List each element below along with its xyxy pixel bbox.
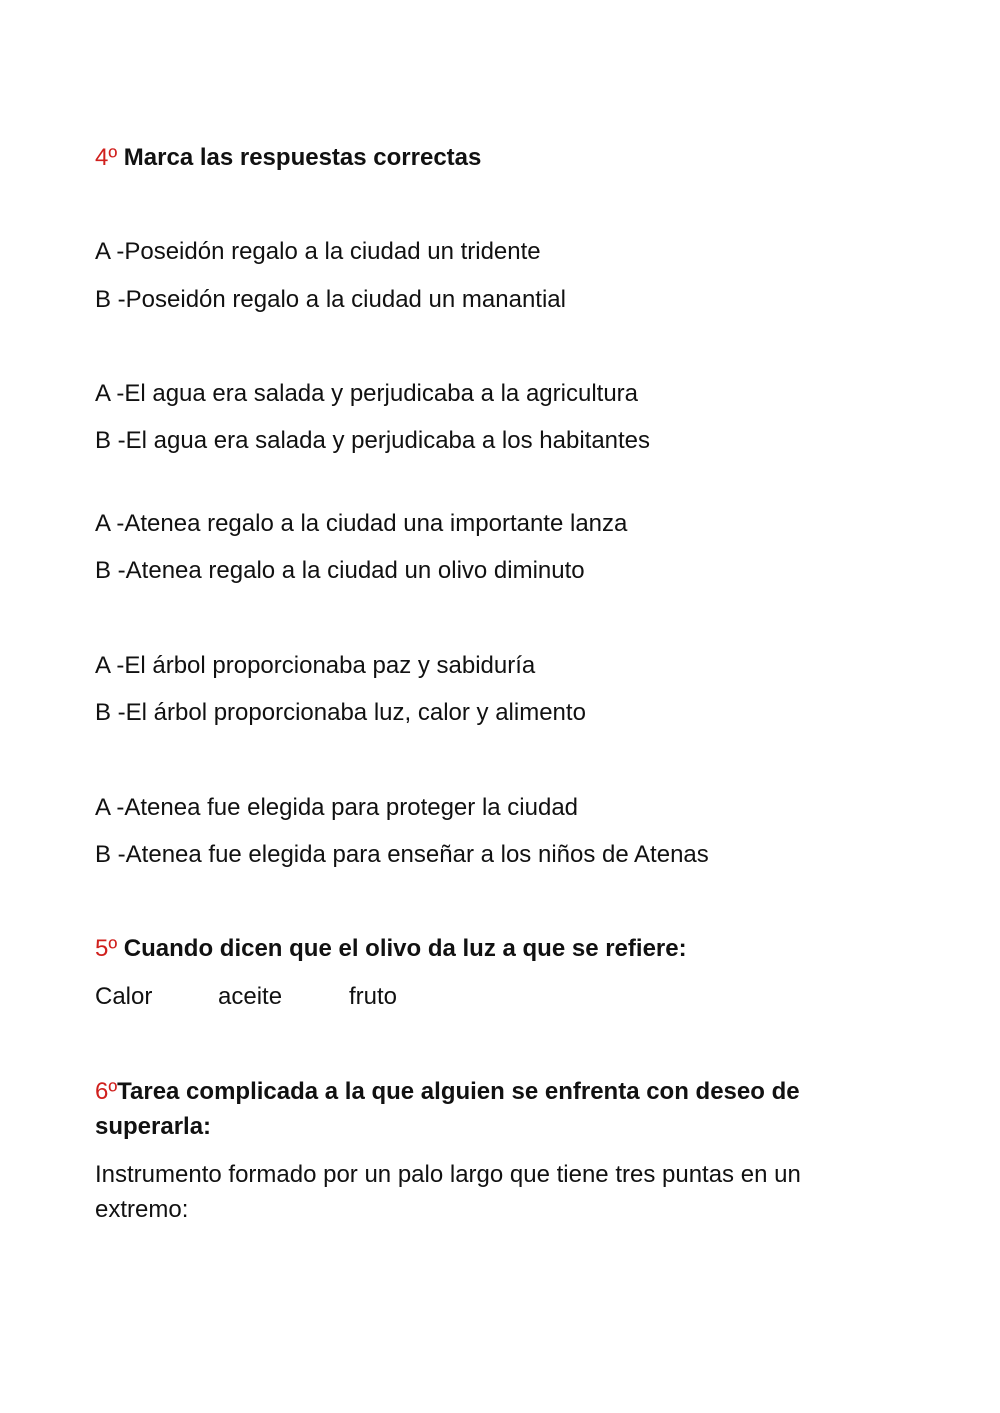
option-4b[interactable]: B -El árbol proporcionaba luz, calor y alimento [95,699,586,726]
option-5a[interactable]: A -Atenea fue elegida para proteger la ciudad [95,794,579,821]
question-6-number: 6º [95,1078,118,1105]
option-3b[interactable]: B -Atenea regalo a la ciudad un olivo diminuto [95,557,585,584]
question-5-heading [95,935,687,963]
option-4a[interactable]: A -El árbol proporcionaba paz y sabiduría [95,652,536,679]
option-2a[interactable]: A -El agua era salada y perjudicaba a la agricultura [95,380,638,407]
question-6-heading [95,1074,895,1144]
question-6-title: Tarea complicada a la que alguien se enfrenta con deseo de superarla: [95,1078,800,1140]
option-3a[interactable]: A -Atenea regalo a la ciudad una importante lanza [95,510,628,537]
choice-aceite[interactable]: aceite [218,983,283,1010]
question-4-number: 4º [95,144,118,171]
option-2b[interactable]: B -El agua era salada y perjudicaba a los habitantes [95,427,651,454]
option-5b[interactable]: B -Atenea fue elegida para enseñar a los niños de Atenas [95,841,709,868]
option-1b[interactable]: B -Poseidón regalo a la ciudad un manantial [95,286,566,313]
question-5-choices [95,983,397,1011]
choice-calor[interactable]: Calor [95,983,153,1010]
choice-fruto[interactable]: fruto [349,983,398,1010]
question-4-heading [95,144,481,172]
question-4-title: Marca las respuestas correctas [123,144,482,171]
option-1a[interactable]: A -Poseidón regalo a la ciudad un tridente [95,238,541,265]
question-5-number: 5º [95,935,118,962]
question-6-text: Instrumento formado por un palo largo que tiene tres puntas en un extremo: [95,1161,801,1223]
question-5-title: Cuando dicen que el olivo da luz a que se refiere: [123,935,687,962]
